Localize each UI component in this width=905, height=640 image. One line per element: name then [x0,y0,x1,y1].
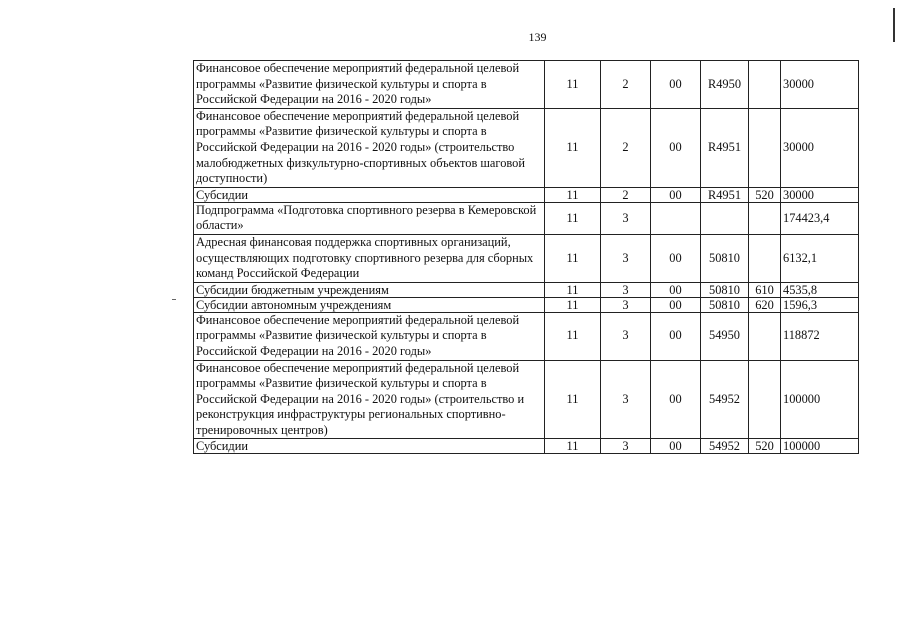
amount-cell: 30000 [781,61,859,109]
subsection-code-cell: 3 [601,312,651,360]
row-name-cell: Субсидии [194,439,545,454]
program-code-cell: 00 [651,439,701,454]
expense-type-cell [749,312,781,360]
program-code-cell: 00 [651,297,701,312]
row-name-cell: Адресная финансовая поддержка спортивных организаций, осуществляющих подготовку спортивного резерва для сборных команд Российской Федерации [194,234,545,282]
table-row [194,282,859,297]
item-code-cell: 50810 [701,234,749,282]
section-code-cell: 11 [545,108,601,187]
row-name-cell: Субсидии бюджетным учреждениям [194,282,545,297]
table-row [194,202,859,234]
expense-type-cell [749,360,781,439]
subsection-code-cell: 3 [601,360,651,439]
table-row [194,439,859,454]
table-row [194,360,859,439]
row-name-cell: Субсидии [194,187,545,202]
row-name-cell: Подпрограмма «Подготовка спортивного резерва в Кемеровской области» [194,202,545,234]
amount-cell: 100000 [781,439,859,454]
table-row [194,187,859,202]
table-row [194,312,859,360]
amount-cell: 30000 [781,187,859,202]
amount-cell: 6132,1 [781,234,859,282]
table-row [194,108,859,187]
row-name-cell: Финансовое обеспечение мероприятий федеральной целевой программы «Развитие физической культуры и спорта в Российской Федерации на 2016 - 2020 годы» [194,312,545,360]
subsection-code-cell: 3 [601,439,651,454]
section-code-cell: 11 [545,360,601,439]
program-code-cell [651,202,701,234]
section-code-cell: 11 [545,312,601,360]
item-code-cell: 50810 [701,282,749,297]
expense-type-cell [749,234,781,282]
row-name-cell: Финансовое обеспечение мероприятий федеральной целевой программы «Развитие физической культуры и спорта в Российской Федерации на 2016 - 2020 годы» [194,61,545,109]
page-number: 139 [528,30,547,44]
amount-cell: 4535,8 [781,282,859,297]
scan-edge-mark [893,8,895,42]
expense-type-cell: 520 [749,439,781,454]
item-code-cell: R4951 [701,108,749,187]
program-code-cell: 00 [651,108,701,187]
row-name-cell: Финансовое обеспечение мероприятий федеральной целевой программы «Развитие физической культуры и спорта в Российской Федерации на 2016 - 2020 годы» (строительство и реконструкция инфраструктуры региональных спортивно-тренировочных центров) [194,360,545,439]
scan-dash-mark [172,299,176,300]
item-code-cell: 54952 [701,360,749,439]
amount-cell: 1596,3 [781,297,859,312]
subsection-code-cell: 3 [601,234,651,282]
table-row [194,234,859,282]
amount-cell: 100000 [781,360,859,439]
section-code-cell: 11 [545,202,601,234]
amount-cell: 118872 [781,312,859,360]
item-code-cell: 50810 [701,297,749,312]
item-code-cell: R4951 [701,187,749,202]
program-code-cell: 00 [651,360,701,439]
program-code-cell: 00 [651,187,701,202]
expense-type-cell [749,108,781,187]
table-row [194,297,859,312]
program-code-cell: 00 [651,61,701,109]
section-code-cell: 11 [545,297,601,312]
program-code-cell: 00 [651,312,701,360]
program-code-cell: 00 [651,282,701,297]
section-code-cell: 11 [545,187,601,202]
expense-type-cell: 520 [749,187,781,202]
item-code-cell: 54952 [701,439,749,454]
item-code-cell: 54950 [701,312,749,360]
budget-table [193,60,859,454]
subsection-code-cell: 2 [601,108,651,187]
expense-type-cell: 620 [749,297,781,312]
amount-cell: 174423,4 [781,202,859,234]
subsection-code-cell: 2 [601,187,651,202]
expense-type-cell [749,202,781,234]
row-name-cell: Финансовое обеспечение мероприятий федеральной целевой программы «Развитие физической культуры и спорта в Российской Федерации на 2016 - 2020 годы» (строительство малобюджетных физкультурно-спортивных объектов шаговой доступности) [194,108,545,187]
section-code-cell: 11 [545,439,601,454]
item-code-cell: R4950 [701,61,749,109]
amount-cell: 30000 [781,108,859,187]
table-row [194,61,859,109]
subsection-code-cell: 3 [601,297,651,312]
expense-type-cell [749,61,781,109]
subsection-code-cell: 3 [601,202,651,234]
section-code-cell: 11 [545,61,601,109]
item-code-cell [701,202,749,234]
subsection-code-cell: 3 [601,282,651,297]
section-code-cell: 11 [545,234,601,282]
expense-type-cell: 610 [749,282,781,297]
program-code-cell: 00 [651,234,701,282]
section-code-cell: 11 [545,282,601,297]
subsection-code-cell: 2 [601,61,651,109]
row-name-cell: Субсидии автономным учреждениям [194,297,545,312]
